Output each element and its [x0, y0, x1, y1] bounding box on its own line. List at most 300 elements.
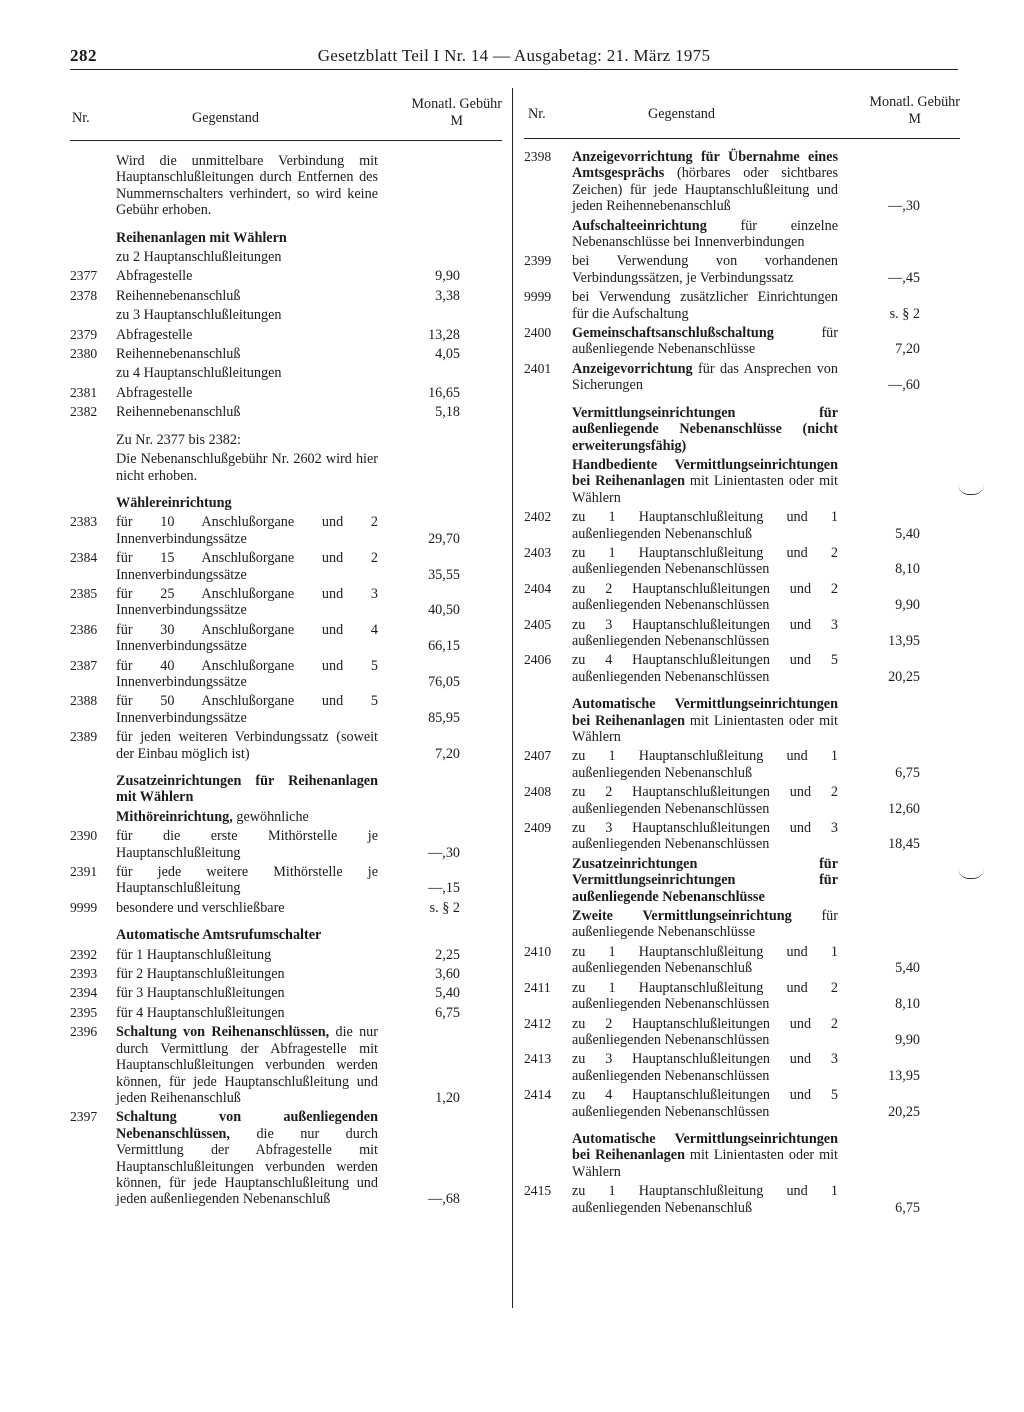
item-description-text: Vermittlungseinrichtungen für außenliegende Nebenanschlüsse (nicht erweiterungsfähig) — [572, 404, 838, 454]
item-description-text: für einzelne Nebenanschlüsse bei Innenverbindungen — [572, 217, 838, 251]
item-number — [70, 307, 116, 323]
header-nr: Nr. — [528, 106, 546, 122]
item-description-bold: Automatische Vermittlungseinrichtungen bei Reihenanlagen — [572, 1130, 838, 1164]
item-description — [116, 985, 386, 1001]
item-description — [116, 622, 386, 655]
item-fee: 3,38 — [435, 287, 460, 304]
item-number: 2396 — [70, 1024, 98, 1040]
header-fee-line2: M — [908, 111, 921, 127]
item-fee: 18,45 — [888, 836, 920, 853]
table-row — [524, 784, 960, 817]
item-description — [572, 218, 846, 251]
item-description-bold: Schaltung von außenliegenden Nebenanschlüssen, — [116, 1109, 378, 1142]
item-fee: 20,25 — [888, 1103, 920, 1120]
item-description-text: mit Linientasten oder mit Wählern — [572, 473, 838, 506]
item-description-text: für außenliegende Nebenanschlüsse — [572, 908, 838, 941]
item-description — [116, 729, 386, 762]
item-description-bold: Aufschalteeinrichtung — [572, 217, 707, 234]
item-description-text: zu 4 Hauptanschlußleitungen und 5 außenliegenden Nebenanschlüssen — [572, 1087, 838, 1120]
item-description — [572, 908, 846, 941]
table-row — [524, 1087, 960, 1120]
item-number — [70, 451, 116, 484]
item-number — [70, 773, 116, 806]
item-number: 2385 — [70, 585, 98, 601]
item-description-text: für 40 Anschlußorgane und 5 Innenverbindungssätze — [116, 657, 378, 690]
row-spacer — [524, 397, 960, 405]
item-description — [572, 149, 846, 215]
item-fee: 35,55 — [428, 566, 460, 583]
item-description — [116, 365, 386, 381]
table-row — [524, 509, 960, 542]
right-column — [524, 92, 960, 1219]
item-fee: 6,75 — [895, 1199, 920, 1216]
item-description — [572, 253, 846, 286]
item-fee: 9,90 — [435, 268, 460, 285]
item-description-text: die nur durch Vermittlung der Abfragestelle mit Hauptanschlußleitungen verbunden werden können, für jede Hauptanschlußleitung und jeden außenliegenden Nebenanschluß — [116, 1125, 378, 1208]
item-fee: 2,25 — [435, 946, 460, 963]
table-row — [70, 729, 502, 762]
item-number: 2387 — [70, 657, 98, 673]
item-description-text: zu 3 Hauptanschlußleitungen und 3 außenliegenden Nebenanschlüssen — [572, 616, 838, 649]
item-number: 2411 — [524, 979, 551, 995]
item-fee: —,60 — [888, 377, 920, 394]
item-fee: 29,70 — [428, 530, 460, 547]
item-number: 2413 — [524, 1051, 552, 1067]
item-description-text: für 4 Hauptanschlußleitungen — [116, 1004, 285, 1021]
row-spacer — [70, 487, 502, 495]
item-fee: 5,40 — [895, 525, 920, 542]
item-description — [572, 457, 846, 506]
table-row — [524, 696, 960, 745]
item-description-text: Zusatzeinrichtungen für Reihenanlagen mit Wählern — [116, 773, 378, 806]
table-row — [70, 327, 502, 343]
item-description-text: für 10 Anschlußorgane und 2 Innenverbindungssätze — [116, 514, 378, 547]
item-fee: 66,15 — [428, 638, 460, 655]
item-description — [572, 1016, 846, 1049]
item-number — [70, 230, 116, 246]
item-description-bold: Handbediente Vermittlungseinrichtungen bei Reihenanlagen — [572, 456, 838, 490]
item-description-text: Reihenanlagen mit Wählern — [116, 229, 287, 246]
item-fee: 9,90 — [895, 1031, 920, 1048]
item-description-text: zu 1 Hauptanschlußleitung und 1 außenliegenden Nebenanschluß — [572, 748, 838, 781]
row-spacer — [70, 424, 502, 432]
item-fee: 8,10 — [895, 996, 920, 1013]
margin-mark — [958, 868, 984, 879]
table-row — [524, 944, 960, 977]
item-fee: —,30 — [428, 844, 460, 861]
table-row — [524, 748, 960, 781]
item-number — [524, 218, 572, 251]
table-row — [524, 457, 960, 506]
item-number: 2380 — [70, 346, 98, 362]
header-rule — [70, 69, 958, 70]
table-row — [70, 586, 502, 619]
item-description — [116, 432, 386, 448]
item-description — [572, 617, 846, 650]
item-fee: 40,50 — [428, 602, 460, 619]
item-description-text: zu 2 Hauptanschlußleitungen und 2 außenliegenden Nebenanschlüssen — [572, 784, 838, 817]
item-description — [572, 1131, 846, 1180]
item-fee: s. § 2 — [429, 899, 460, 916]
item-description — [116, 1109, 386, 1207]
item-number: 2386 — [70, 621, 98, 637]
table-row — [524, 149, 960, 215]
item-description — [572, 856, 846, 905]
item-number: 2404 — [524, 580, 552, 596]
item-description-text: für außenliegende Nebenanschlüsse — [572, 325, 838, 358]
table-row — [70, 249, 502, 265]
item-description — [572, 748, 846, 781]
row-spacer — [70, 919, 502, 927]
item-description — [116, 550, 386, 583]
table-row — [70, 451, 502, 484]
item-fee: 3,60 — [435, 966, 460, 983]
item-fee: s. § 2 — [889, 305, 920, 322]
item-fee: 4,05 — [435, 346, 460, 363]
item-description-text: Zu Nr. 2377 bis 2382: — [116, 431, 241, 448]
section-heading — [524, 405, 960, 454]
item-fee: 5,40 — [895, 960, 920, 977]
item-description-text: mit Linientasten oder mit Wählern — [572, 712, 838, 745]
item-description-text: bei Verwendung von vorhandenen Verbindungssätzen, je Verbindungssatz — [572, 253, 838, 286]
item-number: 2410 — [524, 943, 552, 959]
item-number: 9999 — [70, 899, 98, 915]
item-number: 2405 — [524, 616, 552, 632]
item-description-bold: Gemeinschaftsanschlußschaltung — [572, 325, 774, 342]
table-row — [70, 288, 502, 304]
item-description-bold: Mithöreinrichtung, — [116, 808, 233, 825]
item-number: 2389 — [70, 729, 98, 745]
section-heading — [70, 927, 502, 943]
item-number: 2382 — [70, 404, 98, 420]
item-fee: 7,20 — [435, 745, 460, 762]
item-description-text: für jede weitere Mithörstelle je Hauptanschlußleitung — [116, 864, 378, 897]
margin-mark — [958, 484, 984, 495]
item-description-text: Wird die unmittelbare Verbindung mit Hauptanschlußleitungen durch Entfernen des Nummernschalters verhindert, so wird keine Gebühr erhoben. — [116, 153, 378, 219]
row-spacer — [524, 688, 960, 696]
item-number: 2395 — [70, 1004, 98, 1020]
item-number — [524, 405, 572, 454]
item-description-text: für das Ansprechen von Sicherungen — [572, 360, 838, 394]
item-number: 2403 — [524, 544, 552, 560]
table-row — [524, 325, 960, 358]
item-fee: 7,20 — [895, 341, 920, 358]
item-number: 2393 — [70, 966, 98, 982]
item-number: 2407 — [524, 748, 552, 764]
item-description — [572, 405, 846, 454]
section-heading — [70, 230, 502, 246]
item-number: 2399 — [524, 253, 552, 269]
item-description — [116, 514, 386, 547]
table-header — [70, 92, 502, 141]
item-description-text: zu 1 Hauptanschlußleitung und 1 außenliegenden Nebenanschluß — [572, 509, 838, 542]
item-description-text: besondere und verschließbare — [116, 899, 285, 916]
section-heading — [70, 773, 502, 806]
page-header — [70, 44, 958, 68]
item-description-text: zu 1 Hauptanschlußleitung und 1 außenliegenden Nebenanschluß — [572, 1183, 838, 1216]
item-fee: —,15 — [428, 880, 460, 897]
item-number — [524, 457, 572, 506]
item-number: 2414 — [524, 1087, 552, 1103]
table-row — [524, 980, 960, 1013]
item-description-text: für 2 Hauptanschlußleitungen — [116, 966, 285, 983]
item-number: 2397 — [70, 1109, 98, 1125]
item-fee: 20,25 — [888, 668, 920, 685]
table-row — [524, 1051, 960, 1084]
table-row — [70, 432, 502, 448]
item-description — [116, 495, 386, 511]
item-description-bold: Zweite Vermittlungseinrichtung — [572, 908, 792, 925]
table-row — [70, 809, 502, 825]
row-spacer — [524, 1123, 960, 1131]
item-fee: 5,18 — [435, 404, 460, 421]
header-subject: Gegenstand — [648, 106, 715, 122]
header-fee-line1: Monatl. Gebühr — [869, 94, 960, 110]
page-title: Gesetzblatt Teil I Nr. 14 — Ausgabetag: 21. März 1975 — [317, 46, 711, 65]
item-number: 2406 — [524, 652, 552, 668]
column-divider — [512, 88, 513, 1308]
item-description — [572, 581, 846, 614]
item-description — [116, 385, 386, 401]
item-description — [116, 1024, 386, 1106]
table-row — [524, 1183, 960, 1216]
item-number: 2390 — [70, 828, 98, 844]
table-row — [70, 1109, 502, 1207]
item-description — [116, 658, 386, 691]
item-number: 2398 — [524, 149, 552, 164]
item-fee: 12,60 — [888, 800, 920, 817]
item-description-text: Die Nebenanschlußgebühr Nr. 2602 wird hier nicht erhoben. — [116, 451, 378, 484]
table-header — [524, 92, 960, 139]
item-number — [70, 153, 116, 219]
table-row — [524, 908, 960, 941]
table-row — [70, 153, 502, 219]
item-description — [116, 307, 386, 323]
table-row — [524, 289, 960, 322]
table-row — [70, 1005, 502, 1021]
table-row — [524, 652, 960, 685]
item-number: 2408 — [524, 784, 552, 800]
item-fee: 8,10 — [895, 561, 920, 578]
item-description — [572, 1183, 846, 1216]
item-description — [116, 346, 386, 362]
item-description — [116, 900, 386, 916]
table-row — [70, 864, 502, 897]
section-heading — [524, 856, 960, 905]
item-number: 2378 — [70, 287, 98, 303]
item-description — [572, 696, 846, 745]
item-description — [116, 153, 386, 219]
item-description-text: für 50 Anschlußorgane und 5 Innenverbindungssätze — [116, 693, 378, 726]
item-description-text: für 1 Hauptanschlußleitung — [116, 946, 272, 963]
table-row — [524, 253, 960, 286]
item-description-text: für 30 Anschlußorgane und 4 Innenverbindungssätze — [116, 621, 378, 655]
item-fee: 9,90 — [895, 597, 920, 614]
item-number: 2394 — [70, 985, 98, 1001]
item-description — [116, 966, 386, 982]
item-description — [116, 249, 386, 265]
table-row — [70, 514, 502, 547]
item-description — [116, 947, 386, 963]
item-number: 2383 — [70, 514, 98, 530]
item-description-text: zu 1 Hauptanschlußleitung und 2 außenliegenden Nebenanschlüssen — [572, 979, 838, 1013]
item-number — [70, 249, 116, 265]
table-row — [70, 900, 502, 916]
item-fee: 13,95 — [888, 1067, 920, 1084]
item-fee: 85,95 — [428, 709, 460, 726]
table-row — [524, 1016, 960, 1049]
table-row — [524, 581, 960, 614]
item-description-text: für 3 Hauptanschlußleitungen — [116, 985, 285, 1002]
table-row — [70, 947, 502, 963]
item-number: 2379 — [70, 326, 98, 342]
header-fee-line1: Monatl. Gebühr — [411, 96, 502, 112]
item-description-text: zu 3 Hauptanschlußleitungen und 3 außenliegenden Nebenanschlüssen — [572, 1051, 838, 1084]
item-description-text: Reihennebenanschluß — [116, 287, 241, 304]
item-fee: 5,40 — [435, 985, 460, 1002]
table-row — [524, 617, 960, 650]
item-description — [116, 809, 386, 825]
header-fee — [411, 96, 502, 130]
item-description-bold: Anzeigevorrichtung — [572, 360, 693, 377]
item-description-text: zu 3 Hauptanschlußleitungen und 3 außenliegenden Nebenanschlüssen — [572, 820, 838, 853]
table-row — [70, 385, 502, 401]
left-column — [70, 92, 502, 1211]
item-number: 2381 — [70, 384, 98, 400]
item-description-text: mit Linientasten oder mit Wählern — [572, 1147, 838, 1180]
header-subject: Gegenstand — [192, 110, 259, 126]
item-fee: —,68 — [428, 1191, 460, 1208]
table-row — [70, 966, 502, 982]
row-spacer — [70, 222, 502, 230]
left-rows — [70, 141, 502, 1208]
table-row — [70, 307, 502, 323]
item-fee: 16,65 — [428, 384, 460, 401]
item-description-text: Reihennebenanschluß — [116, 404, 241, 421]
table-row — [524, 218, 960, 251]
item-description-text: Zusatzeinrichtungen für Vermittlungseinrichtungen für außenliegende Nebenanschlüsse — [572, 855, 838, 905]
item-description — [572, 944, 846, 977]
item-description — [116, 927, 386, 943]
section-heading — [70, 495, 502, 511]
item-description-bold: Schaltung von Reihenanschlüssen, — [116, 1024, 330, 1041]
item-description-text: Abfragestelle — [116, 268, 193, 285]
item-description — [116, 268, 386, 284]
table-row — [70, 365, 502, 381]
item-description — [572, 545, 846, 578]
item-description-text: zu 2 Hauptanschlußleitungen und 2 außenliegenden Nebenanschlüssen — [572, 580, 838, 614]
table-row — [70, 693, 502, 726]
item-description — [116, 404, 386, 420]
item-number: 2392 — [70, 946, 98, 962]
item-number: 2391 — [70, 864, 98, 880]
item-description-text: für jeden weiteren Verbindungssatz (soweit der Einbau möglich ist) — [116, 729, 378, 762]
item-number — [70, 927, 116, 943]
item-description-text: für 25 Anschlußorgane und 3 Innenverbindungssätze — [116, 585, 378, 619]
item-number — [524, 908, 572, 941]
row-spacer — [70, 765, 502, 773]
table-row — [70, 828, 502, 861]
item-number: 2412 — [524, 1015, 552, 1031]
item-description — [572, 509, 846, 542]
table-row — [70, 1024, 502, 1106]
table-row — [70, 550, 502, 583]
item-fee: 13,28 — [428, 326, 460, 343]
item-number: 2402 — [524, 509, 552, 525]
item-description — [116, 288, 386, 304]
table-row — [70, 985, 502, 1001]
item-description — [116, 1005, 386, 1021]
item-description — [116, 586, 386, 619]
table-row — [524, 361, 960, 394]
table-row — [524, 545, 960, 578]
item-description-text: für die erste Mithörstelle je Hauptanschlußleitung — [116, 828, 378, 861]
item-description — [116, 451, 386, 484]
item-fee: 1,20 — [435, 1089, 460, 1106]
item-number — [524, 856, 572, 905]
item-number: 2384 — [70, 550, 98, 566]
table-row — [524, 820, 960, 853]
header-fee-line2: M — [450, 113, 463, 129]
header-fee — [869, 94, 960, 128]
item-description-bold: Anzeigevorrichtung für Übernahme eines Amtsgesprächs — [572, 149, 838, 182]
item-number: 2415 — [524, 1183, 552, 1199]
item-fee: —,45 — [888, 269, 920, 286]
item-description-text: (hörbares oder sichtbares Zeichen) für jede Hauptanschlußleitung und jeden Reihennebenanschluß — [572, 165, 838, 215]
page-number: 282 — [70, 46, 97, 65]
item-description — [116, 864, 386, 897]
item-description-text: zu 1 Hauptanschlußleitung und 1 außenliegenden Nebenanschluß — [572, 943, 838, 977]
item-description-text: zu 2 Hauptanschlußleitungen — [116, 249, 282, 266]
item-description — [572, 820, 846, 853]
item-fee: 76,05 — [428, 673, 460, 690]
item-number: 2377 — [70, 268, 98, 284]
item-description-text: Wählereinrichtung — [116, 494, 232, 511]
item-description-text: zu 4 Hauptanschlußleitungen — [116, 365, 282, 382]
item-description-text: zu 3 Hauptanschlußleitungen — [116, 307, 282, 324]
item-description — [116, 230, 386, 246]
item-number: 2401 — [524, 360, 552, 376]
item-description — [116, 773, 386, 806]
item-description — [572, 361, 846, 394]
item-description-bold: Automatische Vermittlungseinrichtungen bei Reihenanlagen — [572, 696, 838, 729]
item-number — [70, 365, 116, 381]
item-description — [116, 828, 386, 861]
item-fee: 6,75 — [435, 1004, 460, 1021]
item-description-text: die nur durch Vermittlung der Abfragestelle mit Hauptanschlußleitungen verbunden werden können, für jede Hauptanschlußleitung und jeden Reihenanschluß — [116, 1024, 378, 1106]
item-description — [572, 1087, 846, 1120]
item-number — [524, 696, 572, 745]
table-row — [524, 1131, 960, 1180]
item-fee: 6,75 — [895, 764, 920, 781]
item-number — [70, 809, 116, 825]
item-description-text: zu 1 Hauptanschlußleitung und 2 außenliegenden Nebenanschlüssen — [572, 544, 838, 578]
item-description-text: Reihennebenanschluß — [116, 346, 241, 363]
item-description-text: für 15 Anschlußorgane und 2 Innenverbindungssätze — [116, 550, 378, 583]
item-description-text: Abfragestelle — [116, 384, 193, 401]
item-description-text: bei Verwendung zusätzlicher Einrichtungen für die Aufschaltung — [572, 289, 838, 322]
item-description — [572, 980, 846, 1013]
item-description — [116, 327, 386, 343]
item-description — [572, 289, 846, 322]
item-number — [70, 432, 116, 448]
item-description — [572, 1051, 846, 1084]
item-fee: —,30 — [888, 198, 920, 215]
table-row — [70, 622, 502, 655]
item-number: 9999 — [524, 289, 552, 305]
item-number — [524, 1131, 572, 1180]
table-row — [70, 346, 502, 362]
